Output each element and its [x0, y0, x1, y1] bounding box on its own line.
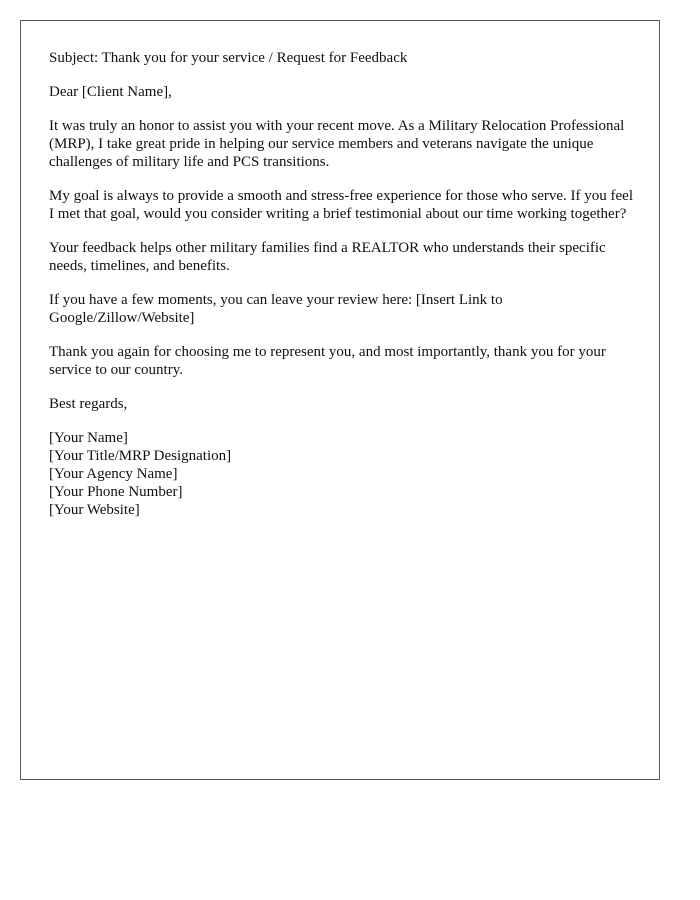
letter-body [49, 49, 639, 519]
letter-paragraph-1: It was truly an honor to assist you with your recent move. As a Military Relocation Professional (MRP), I take great pride in helping our service members and veterans navigate the unique challenges of military life and PCS transitions. [49, 118, 625, 170]
letter-closing: Best regards, [49, 396, 128, 412]
signature-title: [Your Title/MRP Designation] [49, 448, 232, 464]
letter-paragraph-5: Thank you again for choosing me to represent you, and most importantly, thank you for your service to our country. [49, 344, 606, 378]
letter-paragraph-2: My goal is always to provide a smooth and stress-free experience for those who serve. If you feel I met that goal, would you consider writing a brief testimonial about our time working together? [49, 188, 633, 222]
letter-subject: Subject: Thank you for your service / Request for Feedback [49, 50, 408, 66]
signature-block [49, 429, 639, 519]
letter-greeting: Dear [Client Name], [49, 84, 172, 100]
signature-phone: [Your Phone Number] [49, 484, 183, 500]
letter-paragraph-3: Your feedback helps other military families find a REALTOR who understands their specific needs, timelines, and benefits. [49, 240, 606, 274]
signature-agency: [Your Agency Name] [49, 466, 178, 482]
signature-name: [Your Name] [49, 430, 128, 446]
letter-paragraph-4: If you have a few moments, you can leave your review here: [Insert Link to Google/Zillow/Website] [49, 292, 503, 326]
signature-website: [Your Website] [49, 502, 140, 518]
letter-page [20, 20, 660, 780]
